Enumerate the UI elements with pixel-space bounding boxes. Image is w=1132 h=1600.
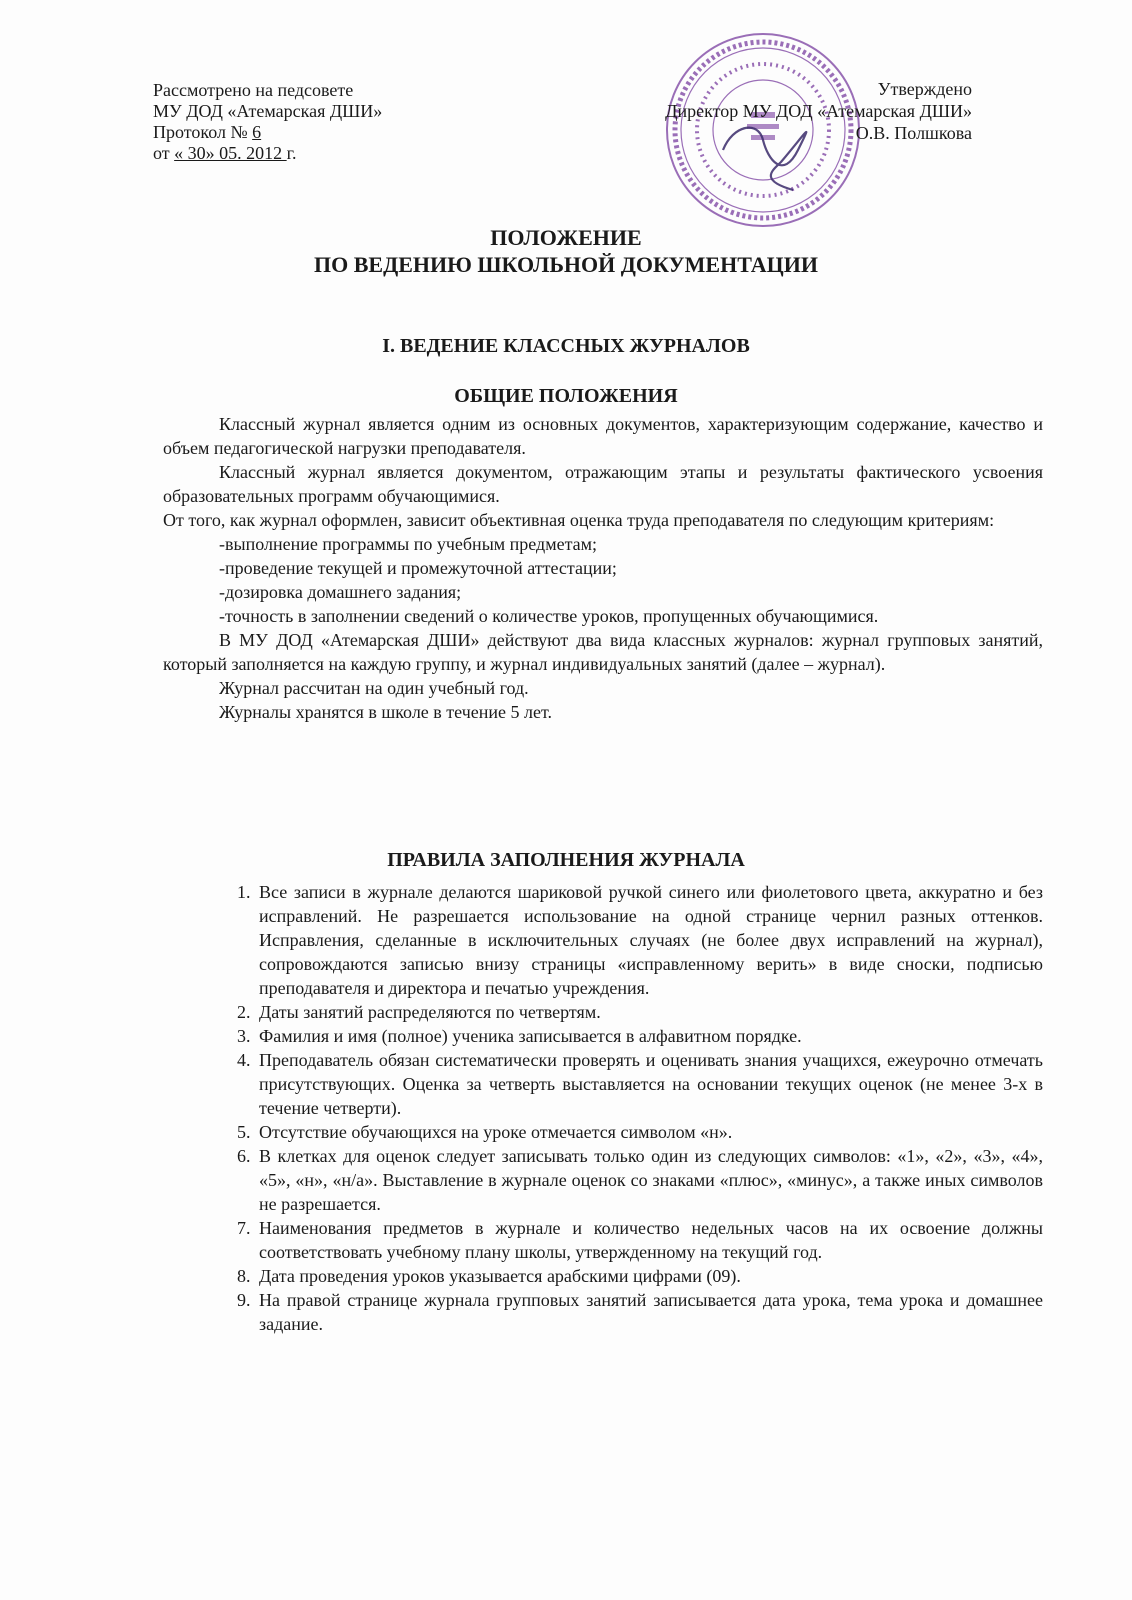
reviewed-line: Рассмотрено на педсовете [153, 80, 354, 100]
criterion-item: -проведение текущей и промежуточной аттестации; [219, 558, 617, 578]
list-item: 1. Все записи в журнале делаются шариковой ручкой синего или фиолетового цвета, аккуратно и без исправлений. Не разрешается использование на одной странице чернил разных оттенков. Исправления, сделанные в исключительных случаях (не более двух исправлений на журнал), сопровождаются записью внизу страницы «исправленному верить» в виде сноски, подписью преподавателя и директора и печатью учреждения. [255, 880, 1043, 1000]
document-title: ПОЛОЖЕНИЕ ПО ВЕДЕНИЮ ШКОЛЬНОЙ ДОКУМЕНТАЦИИ [314, 225, 818, 277]
paragraph: Журналы хранятся в школе в течение 5 лет. [219, 702, 552, 722]
general-provisions [163, 412, 1043, 724]
list-item: 8. Дата проведения уроков указывается арабскими цифрами (09). [255, 1264, 1043, 1288]
general-heading: ОБЩИЕ ПОЛОЖЕНИЯ [454, 385, 678, 407]
director-name: О.В. Полшкова [855, 123, 972, 143]
list-item: 4. Преподаватель обязан систематически проверять и оценивать знания учащихся, ежеурочно отмечать присутствующих. Оценка за четверть выставляется на основании текущих оценок (не менее 3-х в течение четверти). [255, 1048, 1043, 1120]
org-line: МУ ДОД «Атемарская ДШИ» [153, 101, 383, 121]
date-value: « 30» 05. 2012 [174, 143, 287, 163]
paragraph: В МУ ДОД «Атемарская ДШИ» действуют два вида классных журналов: журнал групповых занятий, который заполняется на каждую группу, и журнал индивидуальных занятий (далее – журнал). [163, 630, 1043, 674]
list-item: 9. На правой странице журнала групповых занятий записывается дата урока, тема урока и домашнее задание. [255, 1288, 1043, 1336]
list-item: 5. Отсутствие обучающихся на уроке отмечается символом «н». [255, 1120, 1043, 1144]
paragraph: От того, как журнал оформлен, зависит объективная оценка труда преподавателя по следующим критериям: [163, 510, 995, 530]
criterion-item: -дозировка домашнего задания; [219, 582, 462, 602]
section-heading: I. ВЕДЕНИЕ КЛАССНЫХ ЖУРНАЛОВ [382, 335, 750, 357]
list-item: 6. В клетках для оценок следует записывать только один из следующих символов: «1», «2», «3», «4», «5», «н», «н/а». Выставление в журнале оценок со знаками «плюс», «минус», а также иных символов не разрешается. [255, 1144, 1043, 1216]
approval-block-left [153, 80, 382, 164]
list-item: 3. Фамилия и имя (полное) ученика записывается в алфавитном порядке. [255, 1024, 1043, 1048]
criterion-item: -выполнение программы по учебным предметам; [219, 534, 598, 554]
protocol-number: 6 [252, 122, 262, 142]
paragraph: Журнал рассчитан на один учебный год. [219, 678, 529, 698]
list-item: 7. Наименования предметов в журнале и количество недельных часов на их освоение должны соответствовать учебному плану школы, утвержденному на текущий год. [255, 1216, 1043, 1264]
protocol-line: Протокол № 6 [153, 122, 262, 142]
rules-list [163, 880, 1043, 1336]
criterion-item: -точность в заполнении сведений о количестве уроков, пропущенных обучающимися. [219, 606, 879, 626]
date-line: от « 30» 05. 2012 г. [153, 143, 297, 163]
approved-line: Утверждено [877, 79, 972, 99]
paragraph: Классный журнал является документом, отражающим этапы и результаты фактического усвоения образовательных программ обучающимися. [163, 462, 1043, 506]
list-item: 2. Даты занятий распределяются по четвертям. [255, 1000, 1043, 1024]
rules-heading: ПРАВИЛА ЗАПОЛНЕНИЯ ЖУРНАЛА [387, 849, 745, 871]
director-line: Директор МУ ДОД «Атемарская ДШИ» [665, 101, 972, 121]
paragraph: Классный журнал является одним из основных документов, характеризующим содержание, качество и объем педагогической нагрузки преподавателя. [163, 414, 1043, 458]
approval-block-right [612, 78, 972, 144]
